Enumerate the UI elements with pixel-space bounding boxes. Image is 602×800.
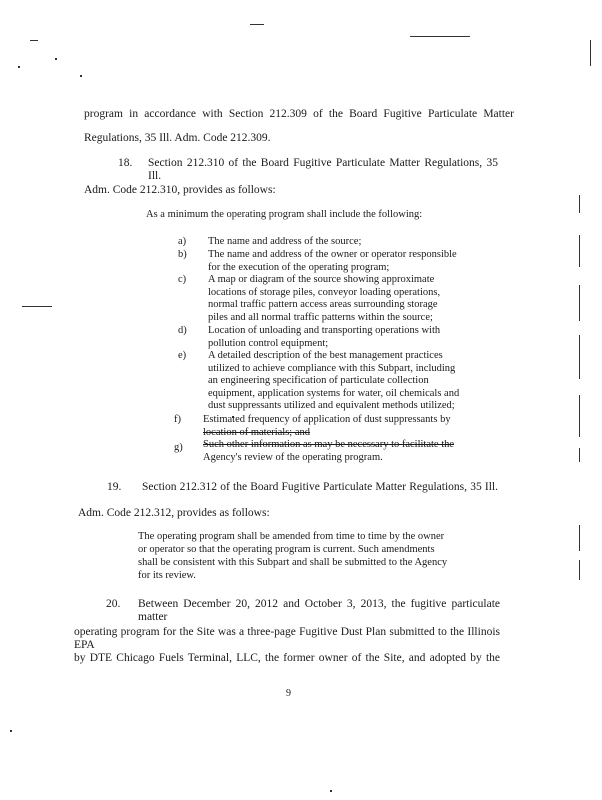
item-a-marker: a)	[178, 236, 187, 247]
scan-speck	[30, 40, 38, 41]
item-d-line1: Location of unloading and transporting operations with	[208, 325, 441, 336]
scan-speck	[579, 285, 580, 321]
scan-speck	[410, 36, 470, 37]
page-number: 9	[286, 688, 291, 699]
item-f-text	[203, 414, 471, 439]
quote-line4: for its review.	[138, 570, 196, 581]
item-e-marker: e)	[178, 350, 187, 361]
item-b-marker: b)	[178, 249, 187, 260]
item-b-text	[208, 249, 476, 274]
item-g-line2: Agency's review of the operating program.	[203, 451, 383, 463]
scan-speck	[590, 40, 591, 66]
item-f-marker: f)	[174, 414, 181, 425]
item-g-line1: Such other information as may be necessary to facilitate the	[203, 439, 455, 450]
para19-line2: Adm. Code 212.312, provides as follows:	[78, 507, 270, 519]
scan-speck	[55, 58, 57, 60]
scan-speck	[250, 24, 264, 25]
quote-line2: or operator so that the operating program is current. Such amendments	[138, 544, 435, 555]
item-b-line1: The name and address of the owner or operator responsible	[208, 249, 457, 260]
item-f-line1: Estimated frequency of application of dust suppressants by	[203, 414, 451, 425]
para20-number: 20.	[106, 598, 121, 610]
item-f-line2: location of materials; and	[203, 426, 311, 438]
item-c-line1: A map or diagram of the source showing approximate	[208, 274, 435, 285]
scan-speck	[579, 335, 580, 379]
scan-speck	[80, 75, 82, 77]
quote-line3: shall be consistent with this Subpart and shall be submitted to the Agency	[138, 557, 448, 568]
item-c-line3: normal traffic pattern access areas surrounding storage	[208, 299, 438, 310]
para18-intro: As a minimum the operating program shall include the following:	[146, 209, 423, 220]
item-g-text	[203, 439, 471, 464]
item-b-line2: for the execution of the operating program;	[208, 261, 390, 273]
scan-speck	[330, 790, 332, 792]
scan-speck	[579, 395, 580, 437]
scan-speck	[22, 306, 52, 307]
para20-line2: operating program for the Site was a three-page Fugitive Dust Plan submitted to the Illinois EPA	[74, 626, 500, 651]
item-d-text	[208, 325, 476, 350]
item-d-line2: pollution control equipment;	[208, 337, 329, 349]
item-e-text	[208, 350, 476, 413]
scan-speck	[579, 560, 580, 580]
para18-line2: Adm. Code 212.310, provides as follows:	[84, 184, 276, 196]
para20-line1: Between December 20, 2012 and October 3, 2013, the fugitive particulate matter	[138, 598, 500, 623]
scan-speck	[10, 730, 12, 732]
item-c-marker: c)	[178, 274, 187, 285]
item-e-line4: equipment, application systems for water, oil chemicals and	[208, 387, 460, 399]
scan-speck	[579, 195, 580, 213]
item-e-line5: dust suppressants utilized and equivalent methods utilized;	[208, 400, 455, 411]
item-e-line3: an engineering specification of particulate collection	[208, 375, 429, 386]
para17-tail-line1: program in accordance with Section 212.309 of the Board Fugitive Particulate Matter	[84, 108, 514, 120]
scan-speck	[579, 448, 580, 462]
para19-line1: Section 212.312 of the Board Fugitive Particulate Matter Regulations, 35 Ill.	[142, 481, 498, 493]
item-e-line1: A detailed description of the best management practices	[208, 350, 443, 361]
scan-speck	[18, 66, 20, 68]
para18-number: 18.	[118, 157, 133, 169]
item-c-line2: locations of storage piles, conveyor loading operations,	[208, 286, 441, 298]
item-c-text	[208, 274, 476, 324]
item-a-text	[208, 236, 476, 249]
scan-speck	[579, 525, 580, 551]
item-e-line2: utilized to achieve compliance with this Subpart, including	[208, 362, 456, 374]
item-d-marker: d)	[178, 325, 187, 336]
quote-line1: The operating program shall be amended from time to time by the owner	[138, 531, 445, 542]
para19-quote	[138, 530, 447, 582]
scan-speck	[579, 235, 580, 267]
para19-number: 19.	[107, 481, 122, 493]
item-c-line4: piles and all normal traffic patterns within the source;	[208, 311, 433, 323]
para17-tail-line2: Regulations, 35 Ill. Adm. Code 212.309.	[84, 132, 271, 144]
para18-line1: Section 212.310 of the Board Fugitive Particulate Matter Regulations, 35 Ill.	[148, 157, 498, 182]
item-g-marker: g)	[174, 442, 183, 453]
para20-line3: by DTE Chicago Fuels Terminal, LLC, the former owner of the Site, and adopted by the	[74, 652, 500, 664]
item-a-line1: The name and address of the source;	[208, 236, 362, 247]
